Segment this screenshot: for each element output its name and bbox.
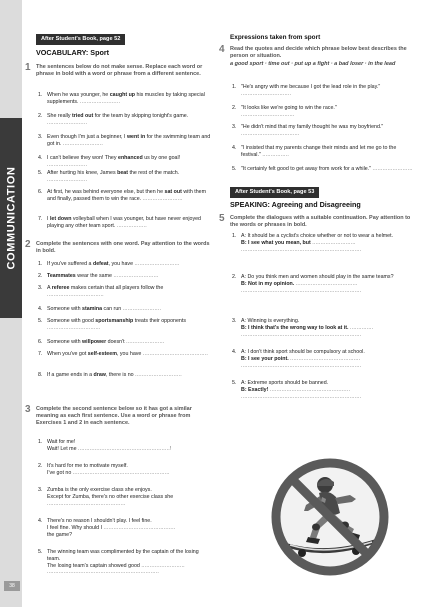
- ex1-item-3: 3. Even though I'm just a beginner, I went in for the swimming team and got in. ........................: [38, 134, 211, 147]
- ex1-item-1: 1. When he was younger, he caught up his muscles by taking special supplements. ........................: [38, 92, 205, 105]
- ex5-dialogue-2: 2. A: Do you think men and women should play in the same teams? B: Not in my opinion. ..................................... ........................................................................: [232, 274, 394, 294]
- ex2-item-2: 2. Teammates wear the same ...........................: [38, 273, 159, 279]
- ex3-item-3: 3. Zumba is the only exercise class she enjoys. Except for Zumba, there's no other exercise class she ...............................................: [38, 487, 174, 507]
- exercise-5-number: 5: [219, 213, 225, 224]
- exercise-3-number: 3: [25, 404, 31, 415]
- ex1-item-4: 4. I can't believe they won! They enhanced us by one goal! ........................: [38, 155, 181, 168]
- ex5-dialogue-4: 4. A: I don't think sport should be compulsory at school. B: I see your point. .......................................... ........................................................................: [232, 349, 365, 369]
- page-number: 38: [4, 581, 20, 591]
- ex2-item-4: 4. Someone with stamina can run .......................: [38, 306, 162, 312]
- exercise-5-instruction: Complete the dialogues with a suitable continuation. Pay attention to the words or phrases in bold.: [230, 215, 411, 228]
- ex2-item-7: 7. When you've got self-esteem, you have .......................................: [38, 351, 209, 357]
- ex3-item-1: 1. Wait for me! Wait! Let me .......................................................!: [38, 439, 172, 452]
- section-bar-left: After Student's Book, page 52: [36, 34, 125, 45]
- exercise-2-number: 2: [25, 239, 31, 250]
- exercise-2-instruction: Complete the sentences with one word. Pay attention to the words in bold.: [36, 241, 210, 254]
- exercise-1-instruction: The sentences below do not make sense. Replace each word or phrase in bold with a word or phrase from a different sentence.: [36, 64, 203, 77]
- ex4-item-3: 3. "He didn't mind that my family thought he was my boyfriend." ...................................: [232, 124, 384, 137]
- ex3-item-4: 4. There's no reason I shouldn't play. I feel fine. I feel fine. Why should I ........................................... the game?: [38, 518, 176, 538]
- ex1-item-5: 5. After hurting his knee, James beat the rest of the match. ........................: [38, 170, 180, 183]
- ex4-item-5: 5. "It certainly felt good to get away from work for a while." ........................: [232, 166, 413, 172]
- ex4-item-2: 2. "It looks like we're going to win the race." ................................: [232, 105, 337, 118]
- ex1-item-2: 2. She really tried out for the team by skipping tonight's game. ........................: [38, 113, 189, 126]
- vocabulary-heading: VOCABULARY: Sport: [36, 48, 110, 57]
- sidebar-label-text: COMMUNICATION: [4, 166, 17, 270]
- ex5-dialogue-3: 3. A: Winning is everything. B: I think that's the wrong way to look at it. .............. ........................................................................: [232, 318, 374, 338]
- speaking-heading: SPEAKING: Agreeing and Disagreeing: [230, 200, 361, 209]
- exercise-3-instruction: Complete the second sentence below so it has got a similar meaning as each first sentence. Use a word or phrase from Exercises 1 and 2 in each sentence.: [36, 406, 192, 426]
- ex2-item-3: 3. A referee makes certain that all players follow the ..................................: [38, 285, 164, 298]
- ex2-item-5: 5. Someone with good sportsmanship treats their opponents ................................: [38, 318, 186, 331]
- ex3-item-5: 5. The winning team was complimented by the captain of the losing team. The losing team's captain showed good .......................... ...................................................................: [38, 549, 199, 576]
- ex4-item-4: 4. "I insisted that my parents change their minds and let me go to the festival." ................: [232, 145, 397, 158]
- ex3-item-2: 2. It's hard for me to motivate myself. I've got no ..........................................................: [38, 463, 170, 476]
- ex5-dialogue-5: 5. A: Extreme sports should be banned. B: Exactly! ................................................ ........................................................................: [232, 380, 362, 400]
- ex4-item-1: 1. "He's angry with me because I got the lead role in the play." ..............................: [232, 84, 381, 97]
- exercise-1-number: 1: [25, 62, 31, 73]
- ex2-item-8: 8. If a game ends in a draw, there is no ............................: [38, 372, 182, 378]
- ex5-dialogue-1: 1. A: It should be a cyclist's choice whether or not to wear a helmet. B: I see what you mean, but .......................... ........................................................................: [232, 233, 394, 253]
- exercise-4-number: 4: [219, 44, 225, 55]
- ex2-item-6: 6. Someone with willpower doesn't .......................: [38, 339, 165, 345]
- ex2-item-1: 1. If you've suffered a defeat, you have ...........................: [38, 261, 180, 267]
- expressions-heading: Expressions taken from sport: [230, 34, 321, 41]
- exercise-4-phrase-box: a good sport · time out · put up a fight · a bad loser · in the lead: [230, 61, 396, 67]
- section-bar-right: After Student's Book, page 53: [230, 187, 319, 198]
- ex1-item-6: 6. At first, he was behind everyone else, but then he sat out with them and finally, passed them to win the race. ........................: [38, 189, 207, 202]
- no-skateboarding-sign-icon: [268, 455, 392, 579]
- exercise-4-instruction: Read the quotes and decide which phrase below best describes the person or situation.: [230, 46, 407, 59]
- sidebar-label: [0, 118, 22, 318]
- ex1-item-7: 7. I let down volleyball when I was younger, but have never enjoyed playing any other team sport. ..................: [38, 216, 201, 229]
